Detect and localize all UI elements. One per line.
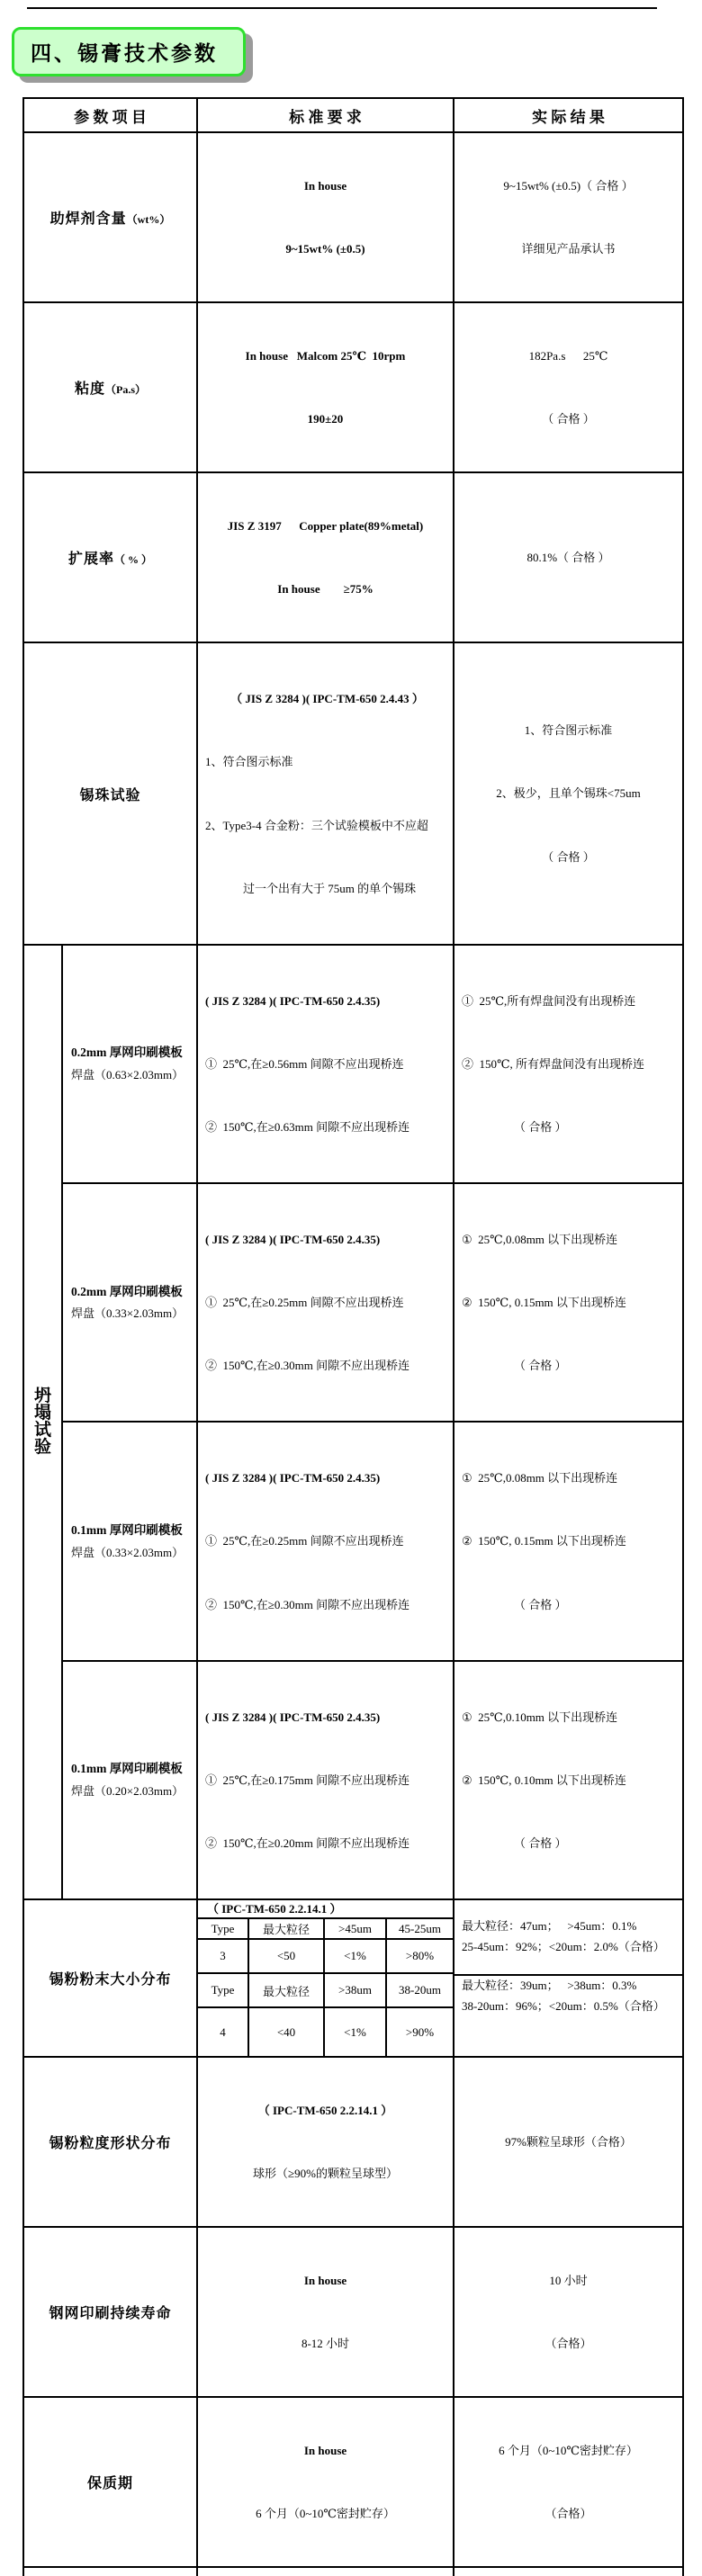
row-collapse-2: [23, 1183, 683, 1422]
param-label-powder-size: 锡粉粉末大小分布: [23, 1899, 197, 2057]
result-cell-collapse-3: ① 25℃,0.08mm 以下出现桥连 ② 150℃, 0.15mm 以下出现桥连 （ 合格 ）: [454, 1422, 683, 1660]
powder-result-type4: 最大粒径：39um； >38um：0.3% 38-20um：96%；<20um：0.5%（合格）: [462, 1979, 665, 2013]
pad-label-collapse-4: 0.1mm 厚网印刷模板 焊盘（0.20×2.03mm）: [62, 1661, 197, 1899]
result-cell-collapse-2: ① 25℃,0.08mm 以下出现桥连 ② 150℃, 0.15mm 以下出现桥连 （ 合格 ）: [454, 1183, 683, 1422]
row-powder-shape: [23, 2057, 683, 2227]
standard-cell-collapse-1: ( JIS Z 3284 )( IPC-TM-650 2.4.35) ① 25℃,在≥0.56mm 间隙不应出现桥连 ② 150℃,在≥0.63mm 间隙不应出现桥连: [197, 945, 454, 1183]
row-cutoff-stub: [23, 2567, 683, 2576]
row-spread-rate: [23, 472, 683, 642]
row-flux-content: [23, 132, 683, 302]
row-stencil-life: [23, 2227, 683, 2397]
powder-result-type3: 最大粒径：47um； >45um：0.1% 25-45um：92%；<20um：2.0%（合格）: [454, 1900, 682, 1976]
pad-label-collapse-3: 0.1mm 厚网印刷模板 焊盘（0.33×2.03mm）: [62, 1422, 197, 1660]
param-label-flux: 助焊剂含量（wt%）: [23, 132, 197, 302]
result-cell-solder-ball: 1、符合图示标准 2、极少，且单个锡珠<75um （ 合格 ）: [454, 642, 683, 944]
result-cell-powder-shape: 97%颗粒呈球形（合格）: [454, 2057, 683, 2227]
row-collapse-3: [23, 1422, 683, 1660]
standard-cell-spread: JIS Z 3197 Copper plate(89%metal) In house ≥75%: [197, 472, 454, 642]
result-cell-collapse-1: ① 25℃,所有焊盘间没有出现桥连 ② 150℃, 所有焊盘间没有出现桥连 （ 合格 ）: [454, 945, 683, 1183]
result-cell-stencil-life: 10 小时 （合格）: [454, 2227, 683, 2397]
result-cell-viscosity: 182Pa.s 25℃ （ 合格 ）: [454, 302, 683, 472]
page-title: 四、锡膏技术参数: [12, 27, 246, 76]
standard-cell-flux: In house 9~15wt% (±0.5): [197, 132, 454, 302]
powder-subtable-type3: Type 最大粒径 >45um 45-25um 3 <50 <1% >80%: [198, 1919, 453, 1974]
row-collapse-1: [23, 945, 683, 1183]
row-shelf-life: [23, 2397, 683, 2567]
result-cell-powder-size: [454, 1899, 683, 2057]
pad-label-collapse-2: 0.2mm 厚网印刷模板 焊盘（0.33×2.03mm）: [62, 1183, 197, 1422]
standard-cell-collapse-3: ( JIS Z 3284 )( IPC-TM-650 2.4.35) ① 25℃,在≥0.25mm 间隙不应出现桥连 ② 150℃,在≥0.30mm 间隙不应出现桥连: [197, 1422, 454, 1660]
param-label-viscosity: 粘度（Pa.s）: [23, 302, 197, 472]
param-label-solder-ball: 锡珠试验: [23, 642, 197, 944]
standard-cell-stencil-life: In house 8-12 小时: [197, 2227, 454, 2397]
powder-standard-ref: （ IPC-TM-650 2.2.14.1 ）: [198, 1900, 453, 1919]
param-unit: （ % ）: [114, 553, 153, 567]
standard-cell-shelf-life: In house 6 个月（0~10℃密封贮存）: [197, 2397, 454, 2567]
header-param: 参 数 项 目: [23, 98, 197, 132]
param-label-stencil-life: 钢网印刷持续寿命: [23, 2227, 197, 2397]
page-top-rule: [27, 7, 657, 9]
parameters-table: [22, 97, 684, 2576]
param-label-powder-shape: 锡粉粒度形状分布: [23, 2057, 197, 2227]
standard-cell-powder-shape: （ IPC-TM-650 2.2.14.1 ） 球形（≥90%的颗粒呈球型）: [197, 2057, 454, 2227]
standard-cell-collapse-2: ( JIS Z 3284 )( IPC-TM-650 2.4.35) ① 25℃,在≥0.25mm 间隙不应出现桥连 ② 150℃,在≥0.30mm 间隙不应出现桥连: [197, 1183, 454, 1422]
standard-cell-viscosity: In house Malcom 25℃ 10rpm 190±20: [197, 302, 454, 472]
param-label-shelf-life: 保质期: [23, 2397, 197, 2567]
param-unit: （wt%）: [126, 213, 171, 227]
param-label-spread: 扩展率（ % ）: [23, 472, 197, 642]
param-unit: （Pa.s）: [105, 383, 147, 397]
standard-cell-powder-size: [197, 1899, 454, 2057]
standard-cell-solder-ball: （ JIS Z 3284 )( IPC-TM-650 2.4.43 ） 1、符合图示标准 2、Type3-4 合金粉：三个试验模板中不应超 过一个出有大于 75um 的单个锡珠: [197, 642, 454, 944]
row-solder-ball: [23, 642, 683, 944]
header-result: 实 际 结 果: [454, 98, 683, 132]
result-cell-collapse-4: ① 25℃,0.10mm 以下出现桥连 ② 150℃, 0.10mm 以下出现桥连 （ 合格 ）: [454, 1661, 683, 1899]
param-label-collapse-vertical: 坍 塌 试 验: [23, 945, 62, 1899]
row-collapse-4: [23, 1661, 683, 1899]
powder-subtable-type4: Type 最大粒径 >38um 38-20um 4 <40 <1% >90%: [198, 1974, 453, 2056]
standard-cell-collapse-4: ( JIS Z 3284 )( IPC-TM-650 2.4.35) ① 25℃,在≥0.175mm 间隙不应出现桥连 ② 150℃,在≥0.20mm 间隙不应出现桥连: [197, 1661, 454, 1899]
header-standard: 标 准 要 求: [197, 98, 454, 132]
result-cell-shelf-life: 6 个月（0~10℃密封贮存） （合格）: [454, 2397, 683, 2567]
row-viscosity: [23, 302, 683, 472]
result-cell-flux: 9~15wt% (±0.5)（ 合格 ） 详细见产品承认书: [454, 132, 683, 302]
row-powder-size: [23, 1899, 683, 2057]
table-header-row: [23, 98, 683, 132]
pad-label-collapse-1: 0.2mm 厚网印刷模板 焊盘（0.63×2.03mm）: [62, 945, 197, 1183]
result-cell-spread: 80.1%（ 合格 ）: [454, 472, 683, 642]
